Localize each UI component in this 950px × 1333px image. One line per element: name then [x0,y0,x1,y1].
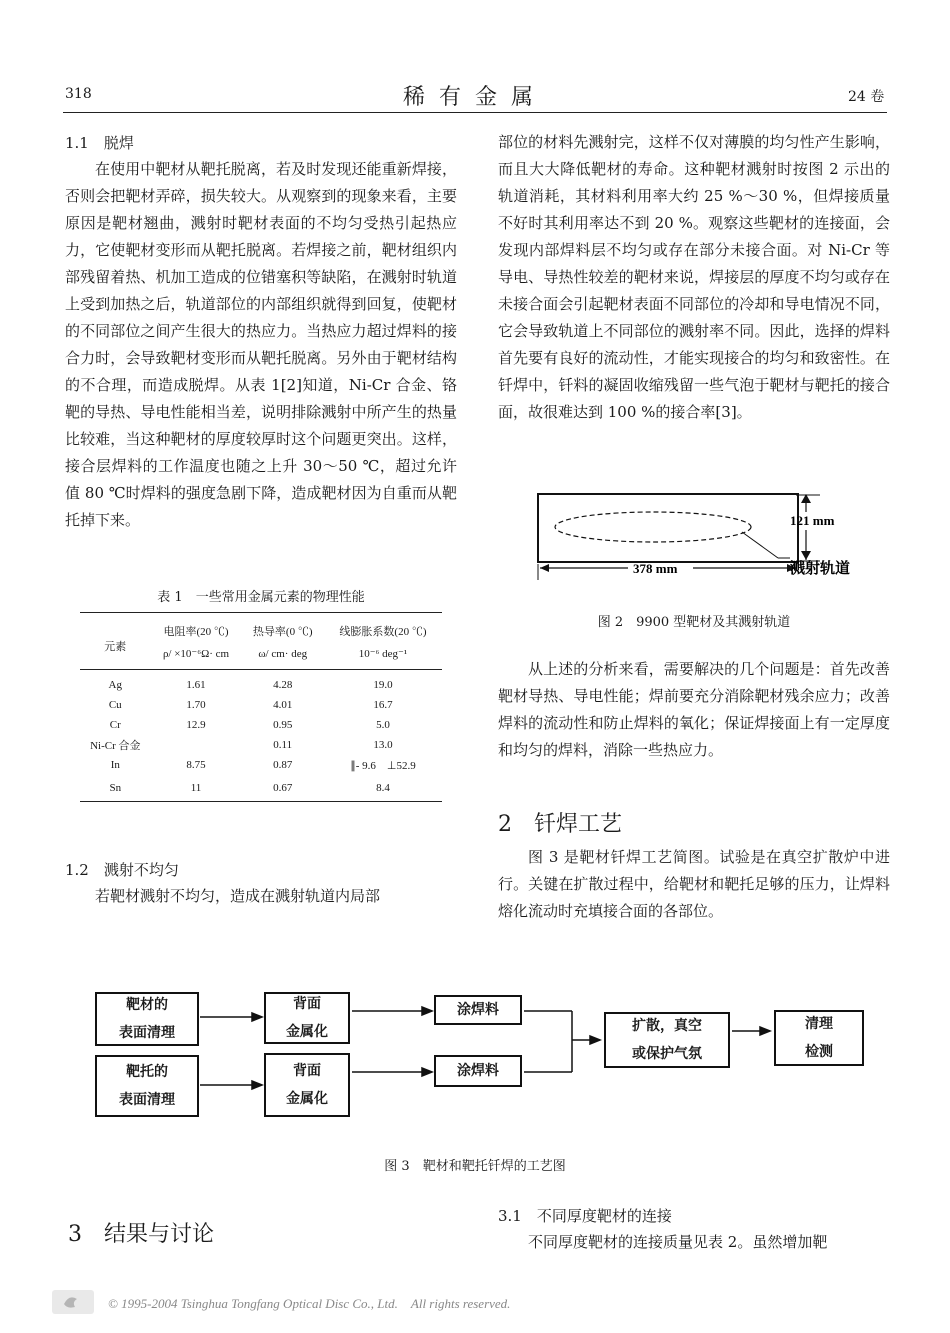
table-cell: 11 [151,775,242,801]
table-cell: 1.70 [186,699,206,711]
section-3-1-heading: 3.1 不同厚度靶材的连接 [498,1207,672,1225]
arrow-head [252,1081,262,1089]
figure-3-flowchart [86,985,886,1125]
arrow-head [422,1068,432,1076]
table-cell: Sn [80,775,151,801]
publisher-logo-icon [52,1290,94,1314]
table-row [80,735,442,755]
section-2 [498,810,890,925]
section-3-heading: 3 结果与讨论 [68,1222,214,1247]
table-row [80,695,442,715]
table-cell: 16.7 [373,699,393,711]
table-cell: Ni-Cr 合金 [90,740,141,752]
table-cell [151,735,242,755]
table-1-caption: 表 1 一些常用金属元素的物理性能 [157,590,365,605]
table-cell: 8.75 [186,759,206,771]
table-header-expansion-unit: 10⁻⁶ deg⁻¹ [324,639,442,669]
table-cell: 13.0 [373,739,393,751]
track-label: 溅射轨道 [790,559,851,577]
figure-3-caption: 图 3 靶材和靶托钎焊的工艺图 [384,1159,566,1174]
table-cell: Cr [109,719,121,731]
table-header-resistivity: 电阻率(20 ℃) [163,626,229,638]
volume-label: 24 卷 [848,89,885,105]
back-metallize-bottom-box: 背面 金属化 [264,1053,350,1117]
solder-bottom-box: 涂焊料 [434,1055,522,1087]
table-cell: 1.61 [186,679,206,692]
section-1-2-paragraph: 若靶材溅射不均匀，造成在溅射轨道内局部 [95,887,381,905]
target-outline [538,494,798,562]
page-number: 318 [65,86,92,102]
arrow-head [590,1036,600,1044]
table-cell: 0.67 [242,775,324,801]
table-row [80,775,442,801]
table-cell: In [110,759,120,771]
continued-paragraph: 部位的材料先溅射完，这样不仅对薄膜的均匀性产生影响，而且大大降低靶材的寿命。这种靶材溅射时按图 2 示出的轨道消耗，其材料利用率大约 25 %～30 %，但焊接质量不好时其利用率达不到 20 %。观察这些靶材的连接面，会发现内部焊料层不均匀或存在部分未接合面。对 Ni-Cr 等导电、导热性较差的靶材来说，焊接层的厚度不均匀或存在未接合面会引起靶材表面不同部位的冷却和导电情况不同，它会导致轨道上不同部位的溅射率不同。因此，选择的焊料首先要有良好的流动性，才能实现接合的均匀和致密性。在钎焊中，钎料的凝固收缩残留一些气泡于靶材与靶托的接合面，故很难达到 100 %的接合率[3]。 [498,133,890,421]
table-cell: 4.01 [273,699,293,711]
figure-2-diagram [528,488,888,588]
journal-title: 稀有金属 [402,85,547,110]
table-cell: Ag [108,679,122,692]
sputter-track [555,512,751,542]
table-cell: 5.0 [376,719,390,731]
table-cell: 4.28 [273,679,293,692]
holder-clean-box: 靶托的 表面清理 [95,1055,199,1117]
table-cell: Cu [108,699,122,711]
header-rule [63,112,887,113]
table-cell: 19.0 [373,679,393,692]
table-header-element: 元素 [80,613,151,670]
table-header-conductivity: 热导率(0 ℃) [252,626,313,638]
table-cell: 0.87 [273,759,293,771]
table-cell: ∥- 9.6 ⊥52.9 [350,760,416,772]
right-column-middle [498,656,890,764]
target-clean-box: 靶材的 表面清理 [95,992,199,1046]
table-row [80,669,442,695]
arrow-head [760,1027,770,1035]
back-metallize-top-box: 背面 金属化 [264,992,350,1044]
section-1-2-heading: 1.2 溅射不均匀 [65,861,179,879]
table-1 [80,612,442,802]
diffusion-box: 扩散，真空 或保护气氛 [604,1012,730,1068]
solder-top-box: 涂焊料 [434,995,522,1025]
length-label: 378 mm [633,561,678,576]
section-2-paragraph: 图 3 是靶材钎焊工艺简图。试验是在真空扩散炉中进行。关键在扩散过程中，给靶材和靶托足够的压力，让焊料熔化流动时充填接合面的各部位。 [498,848,890,920]
section-3-1 [498,1203,890,1256]
left-column-middle [65,857,457,910]
right-column-top [498,129,890,426]
table-cell: 12.9 [186,719,206,731]
table-header-resistivity-unit: ρ/ ×10⁻⁶Ω· cm [151,639,242,669]
arrow-head [422,1007,432,1015]
left-column-top [65,130,457,534]
table-cell: 0.11 [273,739,293,751]
table-header-conductivity-unit: ω/ cm· deg [242,639,324,669]
table-cell: 0.95 [273,719,293,731]
track-leader-line [742,532,778,558]
section-1-1-heading: 1.1 脱焊 [65,134,134,152]
table-header-expansion: 线膨胀系数(20 ℃) [339,626,427,638]
copyright-footer: © 1995-2004 Tsinghua Tongfang Optical Disc Co., Ltd. All rights reserved. [108,1296,511,1311]
table-row [80,755,442,775]
width-label: 121 mm [790,513,835,528]
figure-2-caption: 图 2 9900 型靶材及其溅射轨道 [597,615,791,630]
analysis-paragraph: 从上述的分析来看，需要解决的几个问题是：首先改善靶材导热、导电性能；焊前要充分消除靶材残余应力；改善焊料的流动性和防止焊料的氧化；保证焊接面上有一定厚度和均匀的焊料，消除一些热应力。 [498,660,890,759]
table-row [80,715,442,735]
clean-inspect-box: 清理 检测 [774,1010,864,1066]
arrow-left [540,564,549,572]
section-1-1-paragraph: 在使用中靶材从靶托脱离，若及时发现还能重新焊接，否则会把靶材弄碎，损失较大。从观察到的现象来看，主要原因是靶材翘曲，溅射时靶材表面的不均匀受热引起热应力，它使靶材变形而从靶托脱离。若焊接之前，靶材组织内部残留着热、机加工造成的位错塞积等缺陷，在溅射时轨道上受到加热之后，轨道部位的内部组织就得到回复，使靶材的不同部位之间产生很大的热应力。当热应力超过焊料的接合力时，会导致靶材变形而从靶托脱离。另外由于靶材结构的不合理，而造成脱焊。从表 1[2]知道，Ni-Cr 合金、铬靶的导热、导电性能相当差，说明排除溅射中所产生的热量比较难，当这种靶材的厚度较厚时这个问题更突出。这样，接合层焊料的工作温度也随之上升 30～50 ℃，超过允许值 80 ℃时焊料的强度急剧下降，造成靶材因为自重而从靶托掉下来。 [65,160,457,529]
arrow-head [252,1013,262,1021]
section-3-1-paragraph: 不同厚度靶材的连接质量见表 2。虽然增加靶 [528,1233,828,1251]
section-2-heading: 2 钎焊工艺 [498,812,622,837]
table-cell: 8.4 [324,775,442,801]
